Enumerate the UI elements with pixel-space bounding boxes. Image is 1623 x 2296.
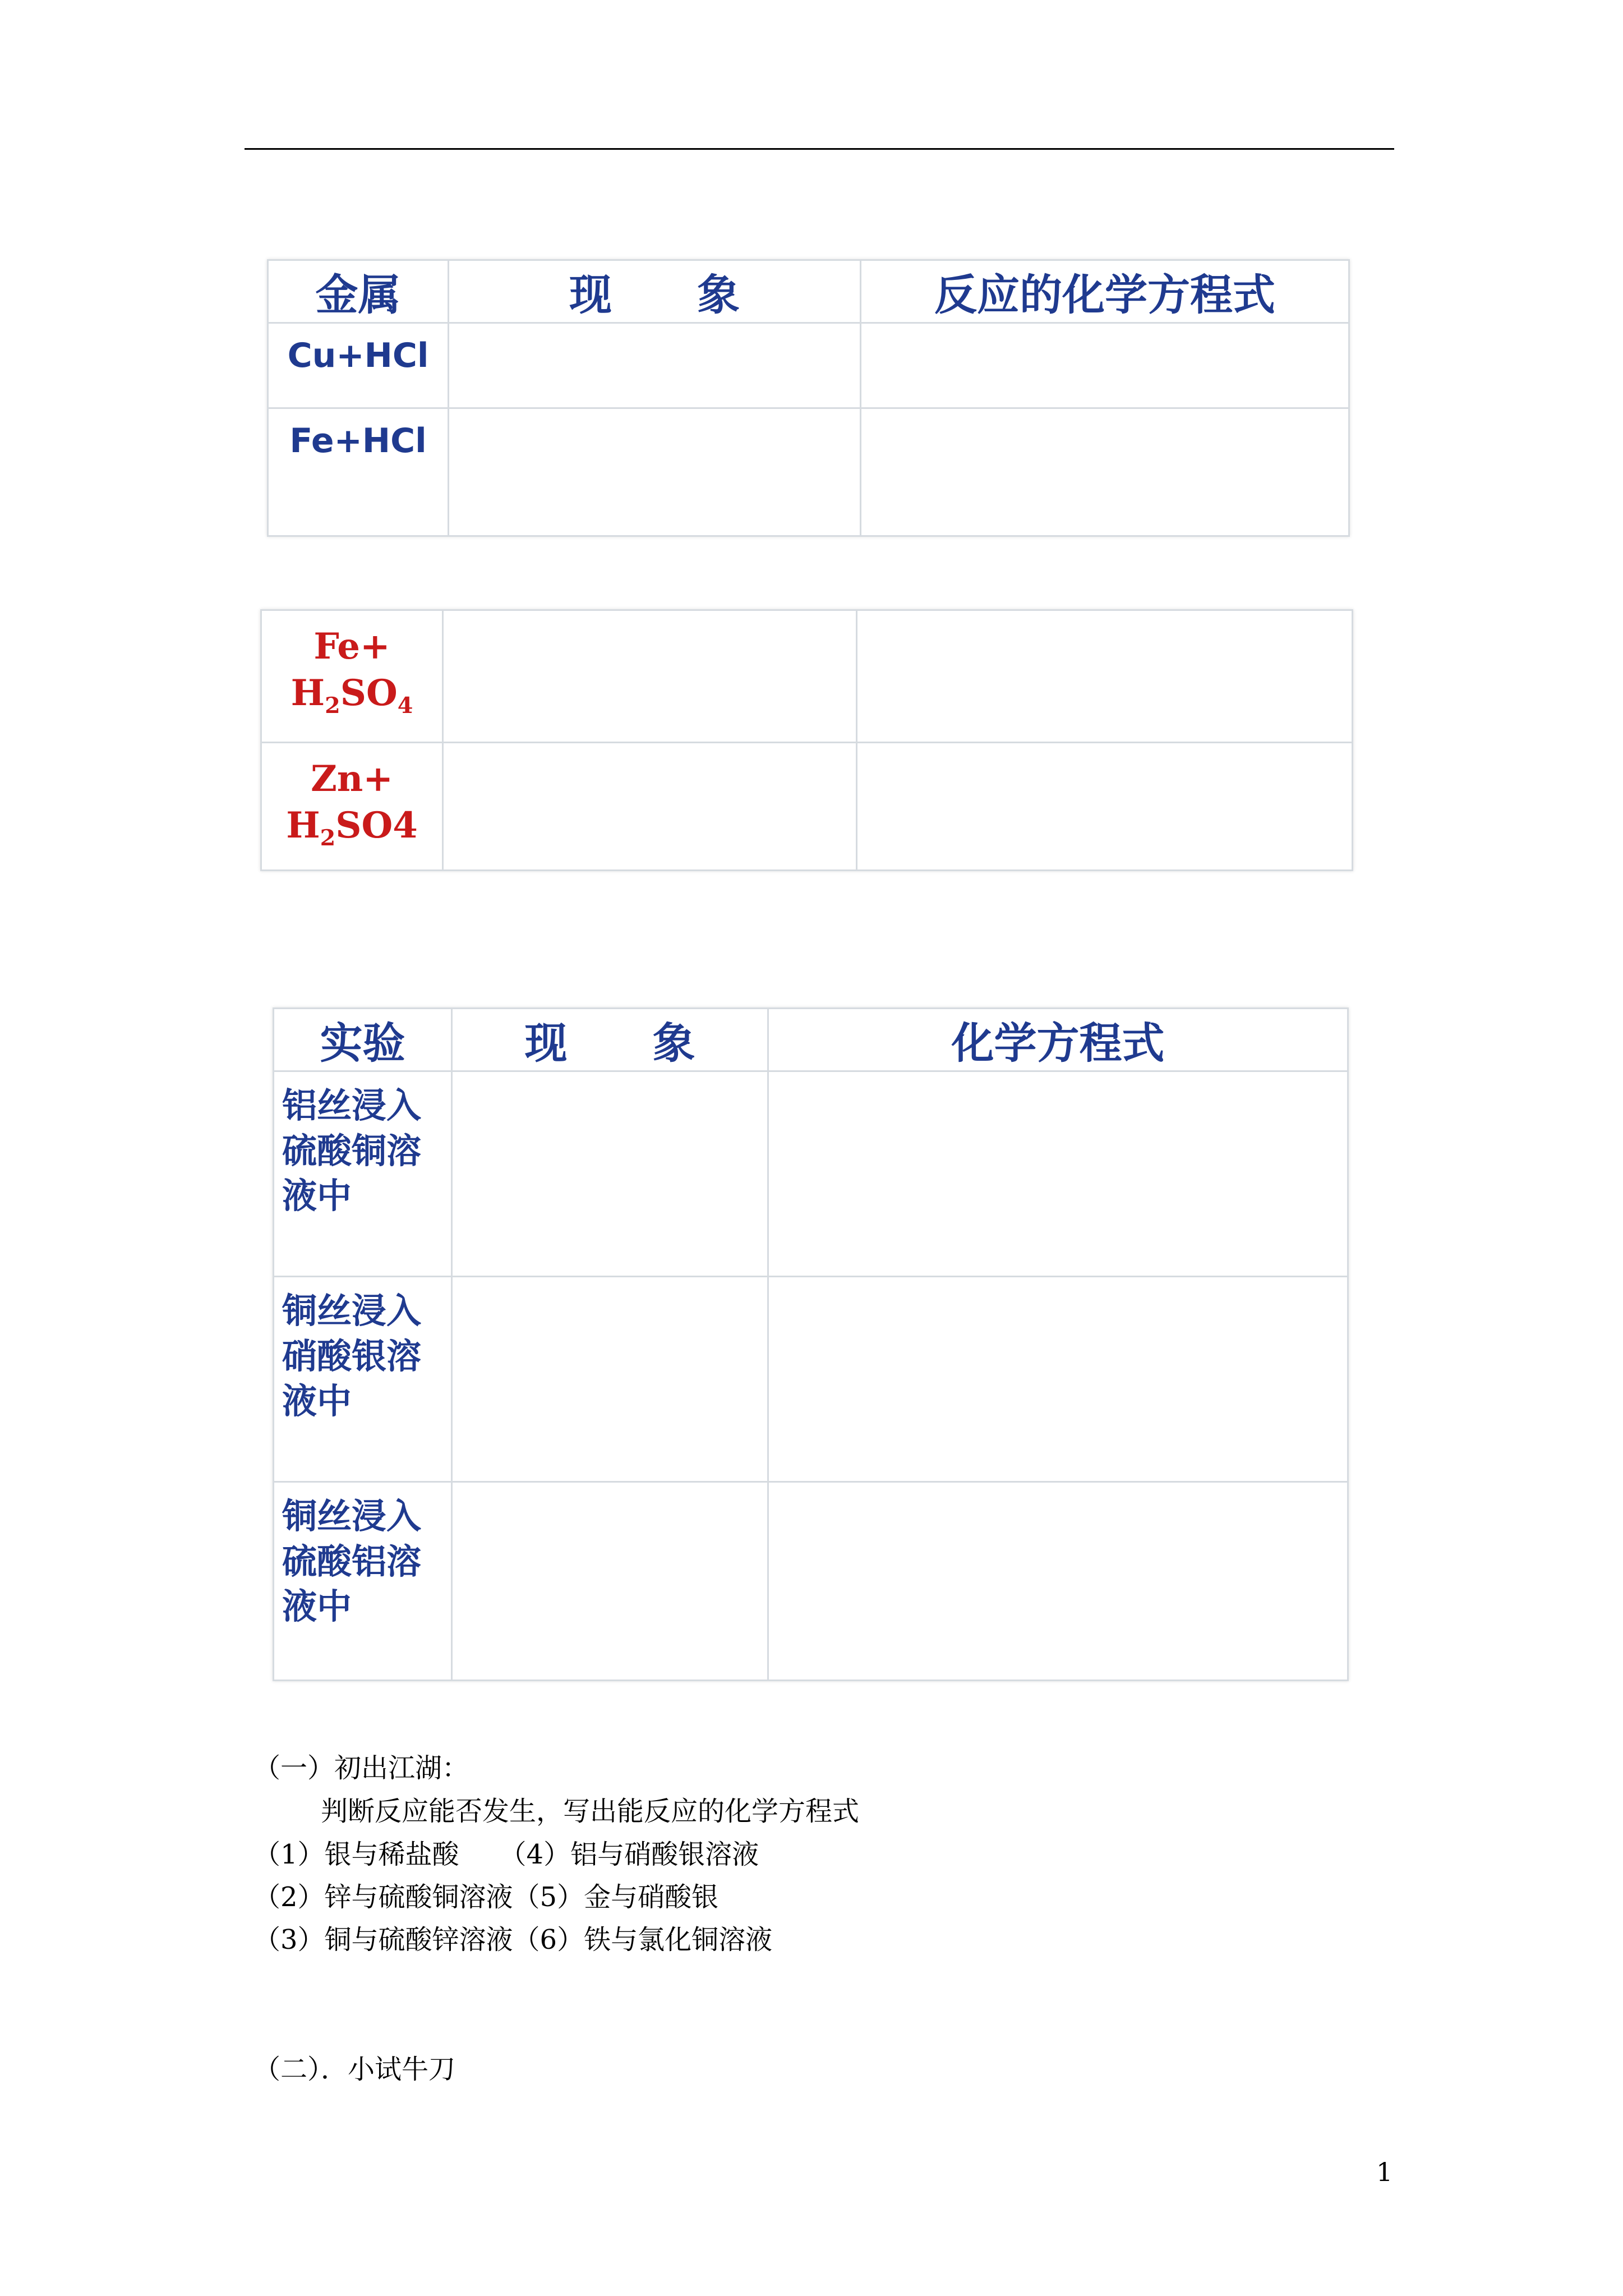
header-phenomenon: 现 象 bbox=[449, 260, 861, 323]
label-line: 硫酸铝溶 bbox=[282, 1540, 422, 1582]
formula-so: SO bbox=[340, 672, 398, 715]
reactant-text: Zn+ bbox=[311, 758, 393, 800]
page-number: 1 bbox=[1376, 2157, 1393, 2187]
section1-title: （一）初出江湖： bbox=[253, 1752, 469, 1784]
row-label-cu-agno3 bbox=[274, 1277, 452, 1482]
displacement-experiment-table bbox=[273, 1007, 1349, 1681]
label-line: 硫酸铜溶 bbox=[282, 1130, 422, 1171]
row-label-fe-h2so4 bbox=[261, 610, 443, 743]
exercise-line-3: （3）铜与硫酸锌溶液（6）铁与氯化铜溶液 bbox=[253, 1924, 773, 1955]
row-label-fe-hcl: Fe+HCl bbox=[268, 408, 449, 536]
phenomenon-cell[interactable] bbox=[449, 408, 861, 536]
header-equation: 反应的化学方程式 bbox=[861, 260, 1349, 323]
label-line: 液中 bbox=[282, 1381, 352, 1422]
phenomenon-cell[interactable] bbox=[443, 743, 857, 871]
formula-so-subscript: 4 bbox=[397, 692, 413, 719]
equation-cell[interactable] bbox=[768, 1071, 1348, 1277]
equation-cell[interactable] bbox=[857, 743, 1353, 871]
row-label-cu-al2so43 bbox=[274, 1482, 452, 1681]
row-label-zn-h2so4 bbox=[261, 743, 443, 871]
header-equation: 化学方程式 bbox=[768, 1009, 1348, 1071]
exercise-line-1: （1）银与稀盐酸 （4）铝与硝酸银溶液 bbox=[253, 1839, 759, 1870]
phenomenon-cell[interactable] bbox=[449, 323, 861, 408]
label-line: 铜丝浸入 bbox=[282, 1290, 422, 1331]
phenomenon-cell[interactable] bbox=[452, 1277, 768, 1482]
phenomenon-cell[interactable] bbox=[443, 610, 857, 743]
label-line: 铜丝浸入 bbox=[282, 1496, 422, 1536]
equation-cell[interactable] bbox=[861, 323, 1349, 408]
equation-cell[interactable] bbox=[768, 1277, 1348, 1482]
header-phenomenon: 现 象 bbox=[452, 1009, 768, 1071]
formula-h-subscript: 2 bbox=[320, 825, 336, 851]
header-rule bbox=[245, 148, 1394, 150]
phenomenon-cell[interactable] bbox=[452, 1071, 768, 1277]
row-label-al-cuso4 bbox=[274, 1071, 452, 1277]
formula-h: H bbox=[291, 672, 325, 715]
phenomenon-cell[interactable] bbox=[452, 1482, 768, 1681]
label-line: 液中 bbox=[282, 1586, 352, 1627]
section1-instruction: 判断反应能否发生，写出能反应的化学方程式 bbox=[321, 1796, 860, 1827]
section2-title: （二）．小试牛刀 bbox=[253, 2054, 456, 2085]
formula-so: SO4 bbox=[335, 804, 418, 847]
header-experiment: 实验 bbox=[274, 1009, 452, 1071]
equation-cell[interactable] bbox=[768, 1482, 1348, 1681]
row-label-cu-hcl: Cu+HCl bbox=[268, 323, 449, 408]
reactant-text: Fe+ bbox=[313, 625, 390, 668]
metal-acid-table-2 bbox=[260, 609, 1353, 871]
label-line: 硝酸银溶 bbox=[282, 1335, 422, 1377]
equation-cell[interactable] bbox=[861, 408, 1349, 536]
formula-h-subscript: 2 bbox=[325, 692, 340, 719]
metal-acid-table-1 bbox=[267, 259, 1350, 537]
formula-h: H bbox=[286, 804, 320, 847]
equation-cell[interactable] bbox=[857, 610, 1353, 743]
label-line: 铝丝浸入 bbox=[282, 1085, 422, 1126]
header-metal: 金属 bbox=[268, 260, 449, 323]
label-line: 液中 bbox=[282, 1175, 352, 1217]
exercise-line-2: （2）锌与硫酸铜溶液（5）金与硝酸银 bbox=[253, 1881, 719, 1913]
